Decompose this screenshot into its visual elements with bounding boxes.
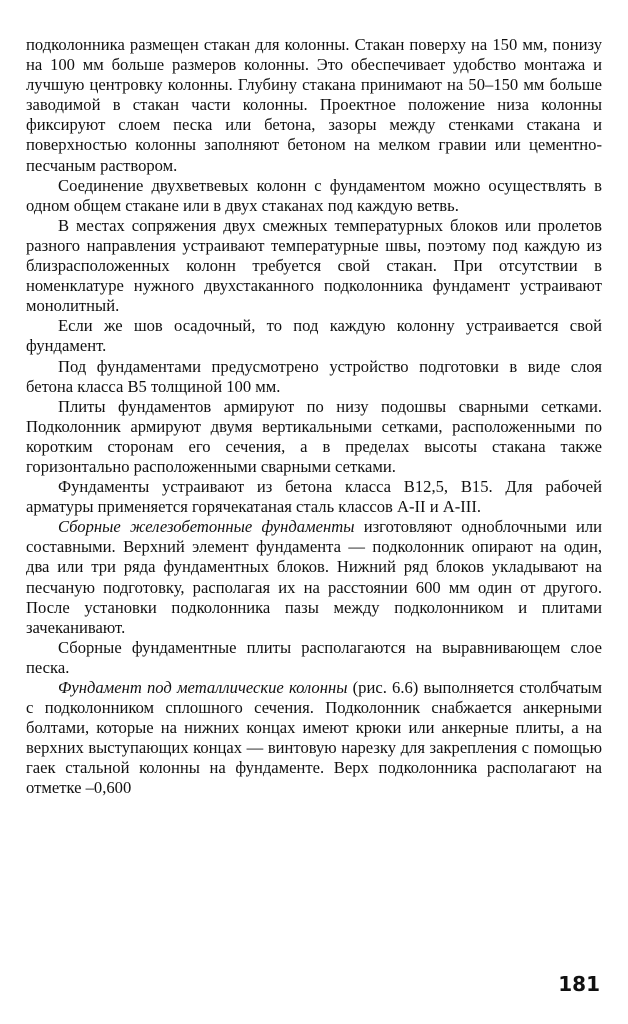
paragraph-settlement-joint: [26, 316, 602, 356]
paragraph-text: Плиты фундаментов армируют по низу подошвы сварными сетками. Подколонник армируют двумя вертикальными сетками, расположенными по коротким сторонам его сечения, а в пределах высоты стакана также горизонтально расположенными сварными сетками.: [26, 396, 602, 476]
page-number: 181: [558, 972, 600, 996]
paragraph-text: (рис. 6.6) выполняется столбчатым с подколонником сплошного сечения. Подколонник снабжается анкерными болтами, которые на нижних концах имеют крюки или анкерные плиты, а на верхних выступающих концах — винтовую нарезку для закрепления с помощью гаек стальной колонны на фундаменте. Верх подколонника располагают на отметке –0,600: [26, 678, 602, 798]
term-precast-foundations: Сборные железобетонные фундаменты: [58, 517, 355, 537]
term-metal-column-foundation: Фундамент под металлические колонны: [58, 678, 348, 697]
paragraph-text: изготовляют одноблочными или составными. Верхний элемент фундамента — подколонник опирают на один, два или три ряда фундаментных блоков. Нижний ряд блоков укладывают на песчаную подготовку, располагая их на расстоянии 600 мм один от другого. После установки подколонника пазы между подколонником и плитами зачеканивают.: [26, 517, 602, 637]
paragraph-temperature-joints: [26, 216, 602, 316]
paragraph-text: подколонника размещен стакан для колонны. Стакан поверху на 150 мм, понизу на 100 мм больше размеров колонны. Это обеспечивает удобство монтажа и лучшую центровку колонны. Глубину стакана принимают на 50–150 мм больше заводимой в стакан части колонны. Проектное положение низа колонны фиксируют слоем песка или бетона, зазоры между стенками стакана и поверхностью колонны заполняют бетоном на мелком гравии или цементно-песчаным раствором.: [26, 35, 602, 175]
paragraph-metal-column-foundation: [26, 678, 602, 799]
paragraph-text: Соединение двухветвевых колонн с фундаментом можно осуществлять в одном общем стакане или в двух стаканах под каждую ветвь.: [26, 175, 602, 215]
paragraph-text: Сборные фундаментные плиты располагаются на выравнивающем слое песка.: [26, 637, 602, 677]
paragraph-text: Если же шов осадочный, то под каждую колонну устраивается свой фундамент.: [26, 316, 602, 356]
paragraph-two-branch-columns: [26, 176, 602, 216]
paragraph-concrete-class: [26, 477, 602, 517]
page-body: [26, 35, 602, 799]
paragraph-foundation-slabs: [26, 638, 602, 678]
paragraph-text: Под фундаментами предусмотрено устройство подготовки в виде слоя бетона класса В5 толщиной 100 мм.: [26, 356, 602, 396]
paragraph-precast-foundations: [26, 517, 602, 638]
paragraph-concrete-preparation: [26, 357, 602, 397]
paragraph-glass-dimensions: [26, 35, 602, 176]
paragraph-text: В местах сопряжения двух смежных температурных блоков или пролетов разного направления устраивают температурные швы, поэтому под каждую из близрасположенных колонн требуется свой стакан. При отсутствии в номенклатуре нужного двухстаканного подколонника фундамент устраивают монолитный.: [26, 215, 602, 316]
paragraph-text: Фундаменты устраивают из бетона класса В12,5, В15. Для рабочей арматуры применяется горячекатаная сталь классов А-II и А-III.: [26, 477, 602, 517]
paragraph-reinforcement: [26, 397, 602, 477]
